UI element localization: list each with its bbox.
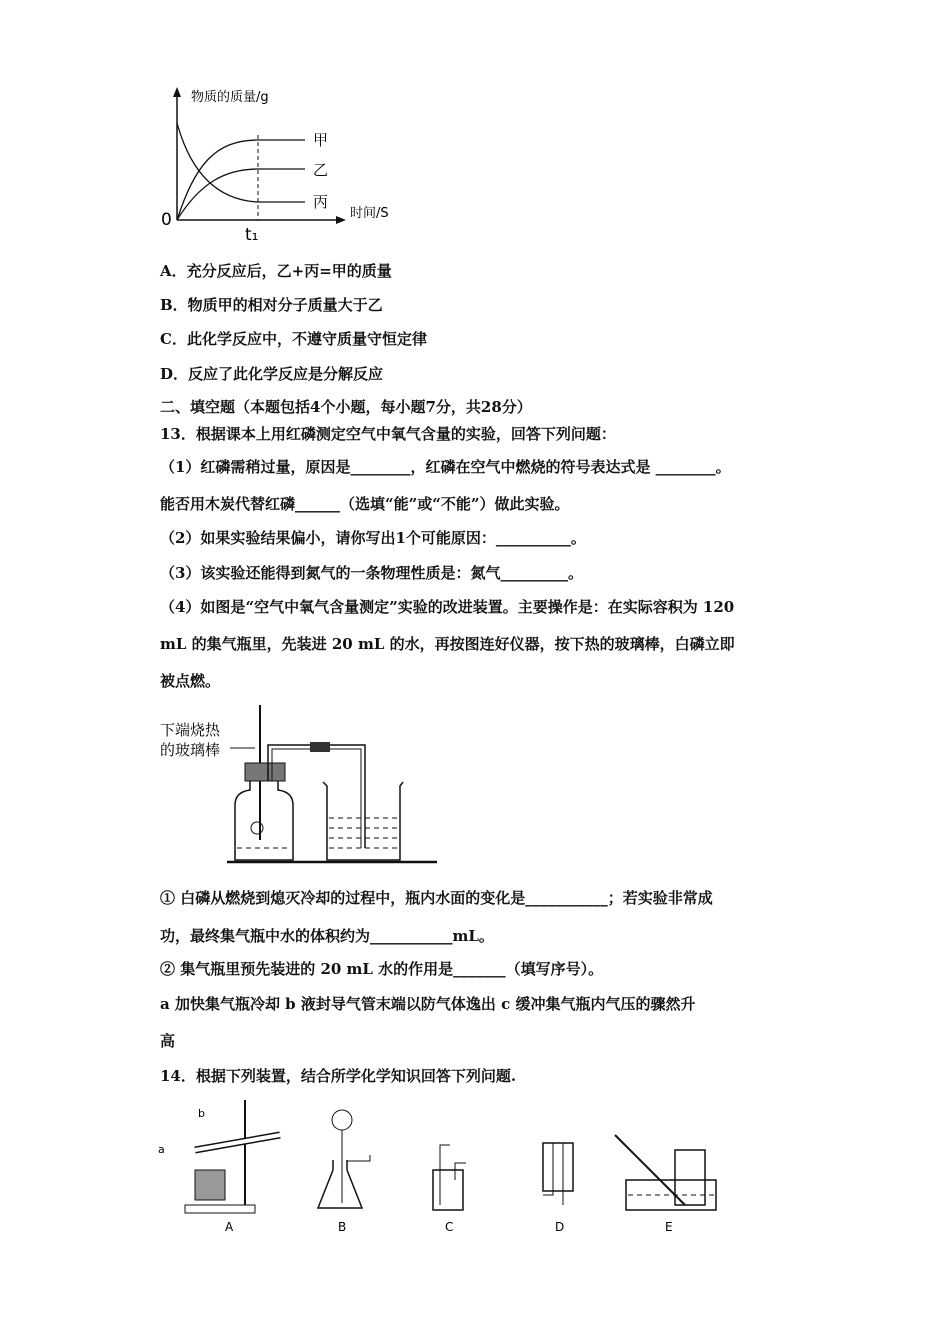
delivery-tube [268, 745, 365, 848]
q13-part3: （3）该实验还能得到氮气的一条物理性质是：氮气_________。 [160, 564, 583, 582]
t1-label: t₁ [245, 225, 259, 245]
mass-time-graph [155, 85, 415, 245]
apparatus-d [543, 1143, 573, 1234]
y-axis-label: 物质的质量/g [191, 90, 269, 105]
option-b: B．物质甲的相对分子质量大于乙 [160, 296, 383, 314]
apparatus-c-label: C [445, 1220, 454, 1234]
q13-sub1a: ① 白磷从燃烧到熄灭冷却的过程中，瓶内水面的变化是___________；若实验非常成 [160, 889, 713, 907]
apparatus-c [433, 1145, 466, 1234]
stopper [245, 763, 285, 781]
y-axis-arrow [173, 87, 181, 97]
tube-clamp [310, 742, 330, 752]
beaker-water [329, 818, 398, 848]
option-c: C．此化学反应中，不遵守质量守恒定律 [160, 330, 427, 348]
beaker [323, 782, 403, 860]
q13-part2: （2）如果实验结果偏小，请你写出1个可能原因：__________。 [160, 529, 586, 547]
origin-label: 0 [161, 210, 172, 230]
q13-part1b: 能否用木炭代替红磷______（选填“能”或“不能”）做此实验。 [160, 495, 570, 513]
q13-part1a: （1）红磷需稍过量，原因是________，红磷在空气中燃烧的符号表达式是 ________。 [160, 458, 731, 476]
apparatus-figure [155, 700, 445, 870]
curve-yi-label: 乙 [313, 161, 329, 179]
apparatus-row [150, 1095, 730, 1240]
x-axis-label: 时间/S [350, 206, 389, 221]
option-a: A．充分反应后，乙+丙=甲的质量 [160, 262, 392, 280]
q13-sub2-options: a 加快集气瓶冷却 b 液封导气管末端以防气体逸出 c 缓冲集气瓶内气压的骤然升 [160, 995, 696, 1013]
apparatus-a [158, 1100, 280, 1234]
apparatus-b-label: B [338, 1220, 347, 1234]
x-axis-arrow [336, 216, 346, 224]
combustion-spoon [251, 822, 263, 834]
q13-sub2: ② 集气瓶里预先装进的 20 mL 水的作用是_______（填写序号）。 [160, 960, 604, 978]
q13-part4a: （4）如图是“空气中氧气含量测定”实验的改进装置。主要操作是：在实际容积为 120 [160, 598, 735, 616]
apparatus-b [318, 1110, 370, 1234]
section-title: 二、填空题（本题包括4个小题，每小题7分，共28分） [160, 398, 532, 416]
apparatus-a-label: A [225, 1220, 234, 1234]
figure-label-line2: 的玻璃棒 [160, 741, 221, 759]
apparatus-e [615, 1135, 716, 1234]
apparatus-a-part-b: b [198, 1107, 205, 1120]
option-d: D．反应了此化学反应是分解反应 [160, 365, 384, 383]
q14-stem: 14．根据下列装置，结合所学化学知识回答下列问题. [160, 1067, 517, 1085]
curve-jia-label: 甲 [313, 131, 329, 149]
curve-bing [177, 123, 305, 202]
apparatus-a-part-a: a [158, 1143, 165, 1156]
curve-jia [177, 140, 305, 220]
curve-bing-label: 丙 [313, 193, 329, 211]
q13-part4b: mL 的集气瓶里，先装进 20 mL 的水，再按图连好仪器，按下热的玻璃棒，白磷立即 [160, 635, 735, 653]
q13-part4c: 被点燃。 [160, 672, 221, 690]
q13-sub1b: 功，最终集气瓶中水的体积约为___________mL。 [160, 927, 494, 945]
q13-stem: 13．根据课本上用红磷测定空气中氧气含量的实验，回答下列问题： [160, 425, 616, 443]
apparatus-d-label: D [555, 1220, 565, 1234]
figure-label-line1: 下端烧热 [160, 721, 221, 739]
q13-sub2-options-tail: 高 [160, 1032, 176, 1050]
apparatus-e-label: E [665, 1220, 673, 1234]
